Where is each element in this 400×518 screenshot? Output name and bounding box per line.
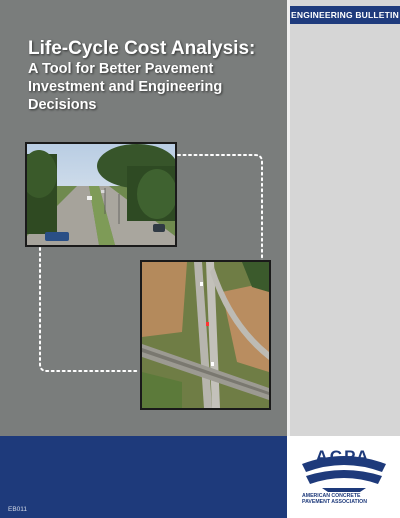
title-line-1: Life-Cycle Cost Analysis: xyxy=(28,38,256,59)
cover-right-column xyxy=(287,0,400,436)
series-label: ENGINEERING BULLETIN xyxy=(291,10,399,20)
logo-org-line-2: PAVEMENT ASSOCIATION xyxy=(302,499,367,505)
title-line-4: Decisions xyxy=(28,97,97,113)
title-line-2: A Tool for Better Pavement xyxy=(28,61,214,77)
interchange-aerial-photo xyxy=(140,260,271,410)
logo-org-line-1: AMERICAN CONCRETE xyxy=(302,493,361,499)
road-photo xyxy=(25,142,177,247)
title-line-3: Investment and Engineering xyxy=(28,79,223,95)
logo-acronym: ACPA xyxy=(315,447,371,466)
cover-bottom-band xyxy=(0,436,287,518)
document-code: EB011 xyxy=(8,506,28,513)
logo-org-name xyxy=(302,493,394,505)
series-bar xyxy=(290,6,400,24)
